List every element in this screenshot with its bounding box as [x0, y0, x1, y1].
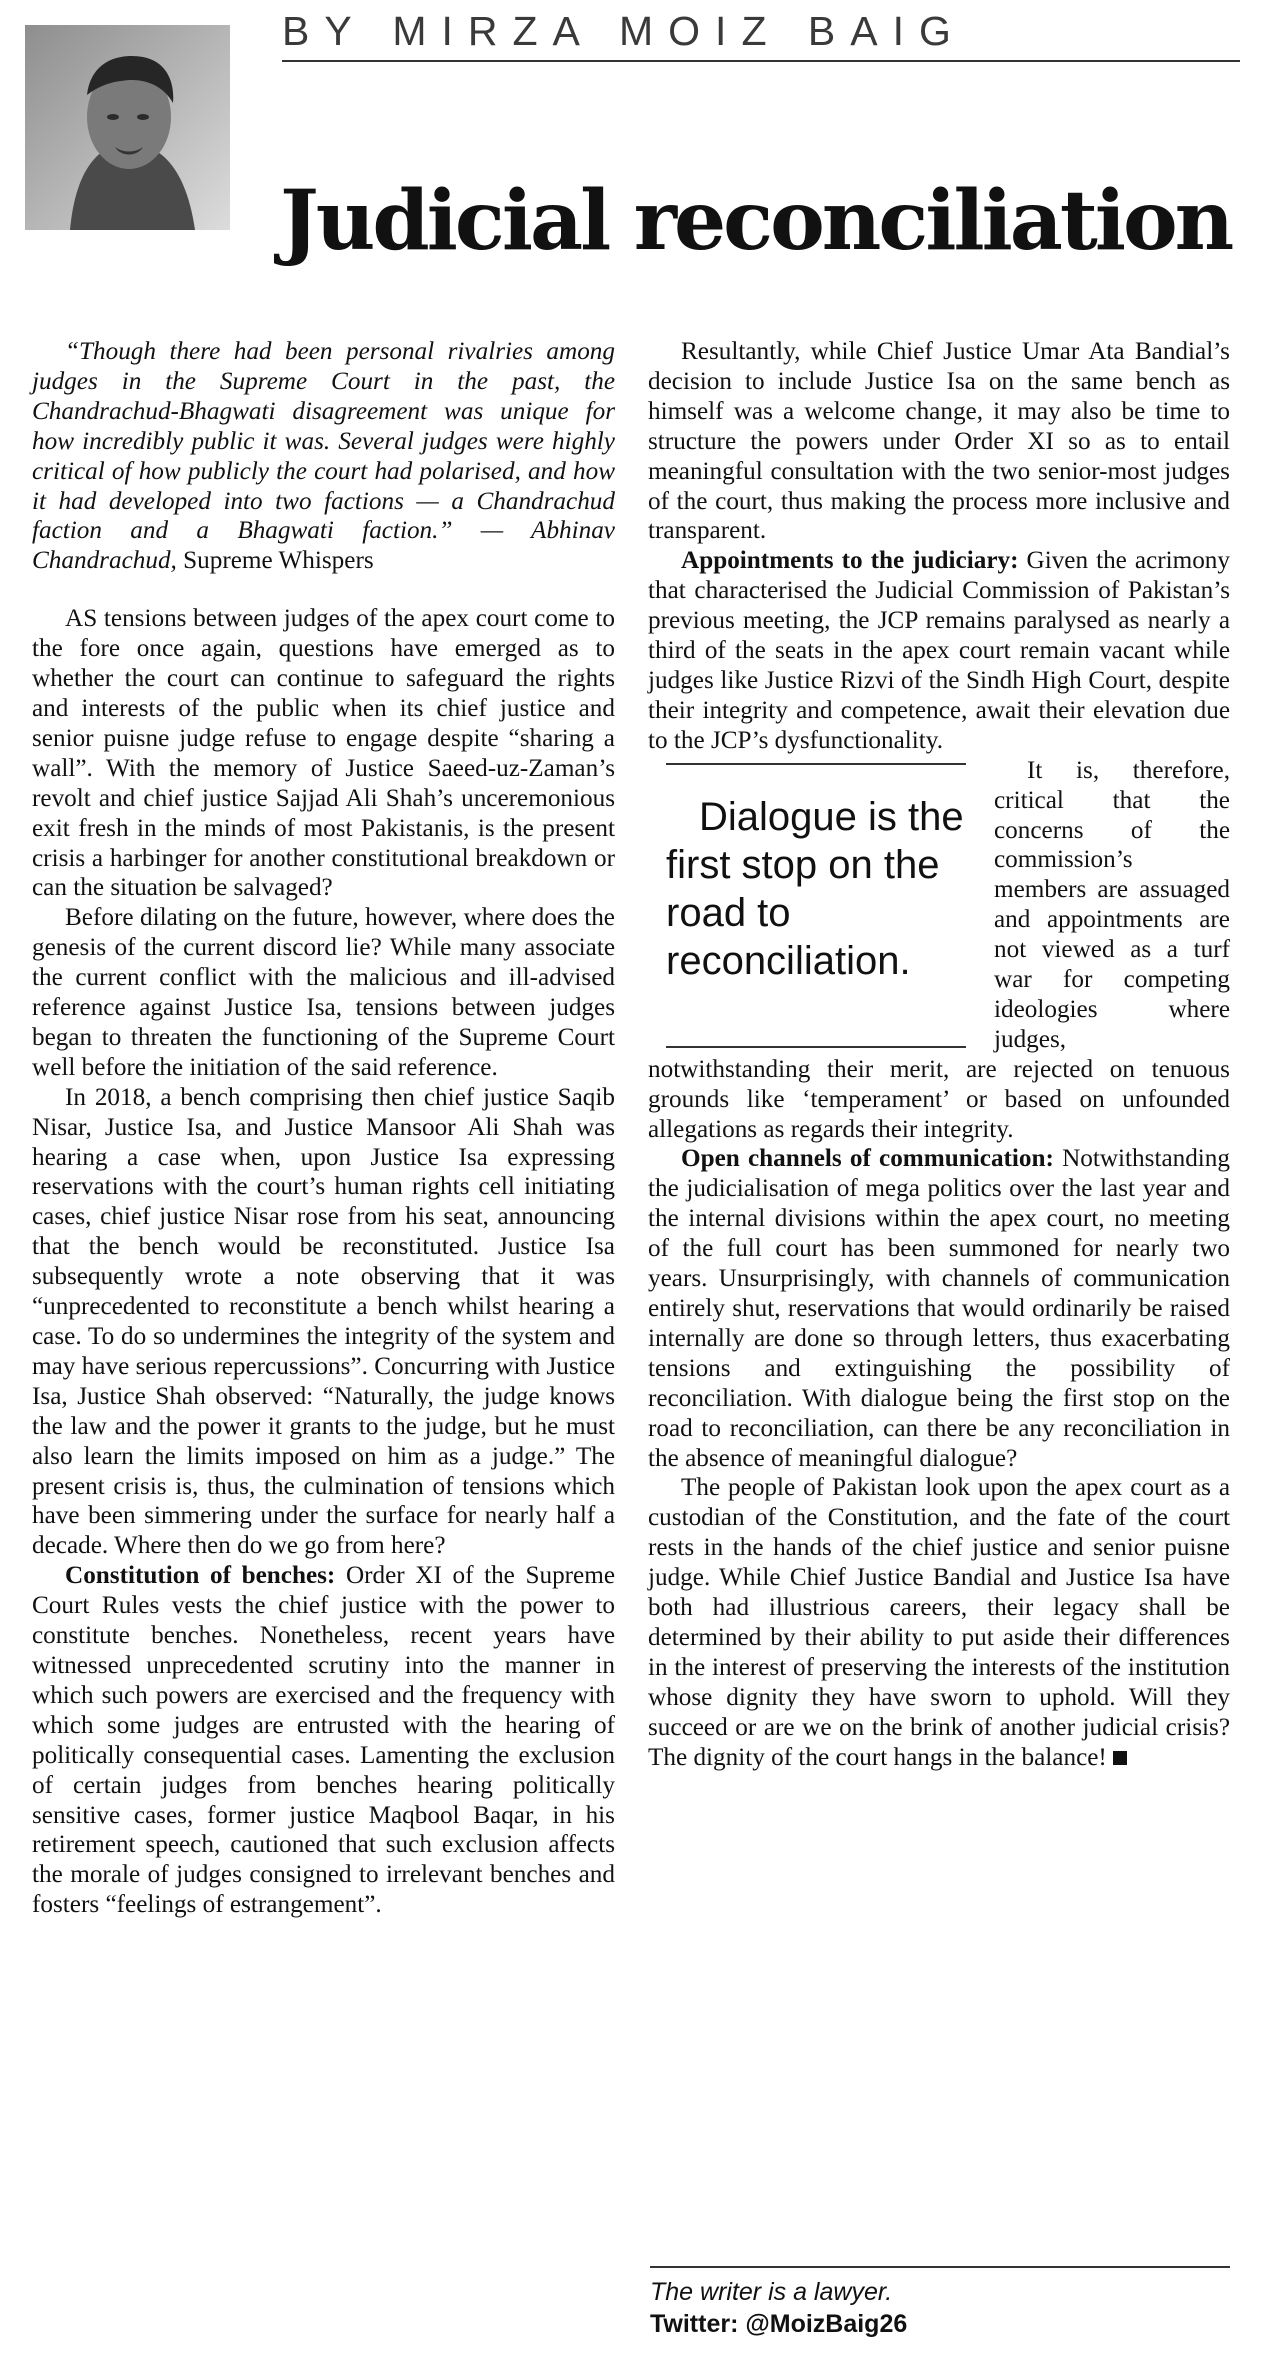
- paragraph-4: [32, 1561, 615, 1920]
- paragraph-1: AS tensions between judges of the apex court come to the fore once again, questions have emerged as to whether the court can continue to safeguard the rights and interests of the public when its chief justice and senior puisne judge refuse to engage despite “sharing a wall”. With the memory of Justice Saeed-uz-Zaman’s revolt and chief justice Sajjad Ali Shah’s unceremonious exit fresh in the minds of most Pakistanis, is the present crisis a harbinger for another constitutional breakdown or can the situation be salvaged?: [32, 605, 615, 902]
- paragraph-3: In 2018, a bench comprising then chief justice Saqib Nisar, Justice Isa, and Justice Mansoor Ali Shah was hearing a case when, upon Justice Isa expressing reservations with the court’s human rights cell initiating cases, chief justice Nisar rose from his seat, announcing that the bench would be reconstituted. Justice Isa subsequently wrote a note observing that it was “unprecedented to reconstitute a bench whilst hearing a case. To do so undermines the integrity of the system and may have serious repercussions”. Concurring with Justice Isa, Justice Shah observed: “Naturally, the judge knows the law and the power it grants to the judge, but he must also learn the limits imposed on him as a judge.” The present crisis is, thus, the culmination of tensions which have been simmering under the surface for nearly half a decade. Where then do we go from here?: [32, 1083, 615, 1560]
- byline: BY MIRZA MOIZ BAIG: [282, 8, 966, 54]
- paragraph-8: [648, 1144, 1230, 1473]
- paragraph-7: [648, 756, 1230, 1145]
- pull-quote-text: Dialogue is the first stop on the road to reconciliation.: [666, 794, 964, 983]
- headline: Judicial reconciliation: [280, 173, 1232, 269]
- footer-rule: [650, 2266, 1230, 2268]
- paragraph-2: Before dilating on the future, however, where does the genesis of the current discord lie? While many associate the current conflict with the malicious and ill-advised reference against Justice Isa, tensions between judges began to threaten the functioning of the Supreme Court well before the initiation of the said reference.: [32, 904, 615, 1081]
- paragraph-5: Resultantly, while Chief Justice Umar Ata Bandial’s decision to include Justice Isa on the same bench as himself was a welcome change, it may also be time to structure the powers under Order XI so as to entail meaningful consultation with the two senior-most judges of the court, thus making the process more inclusive and transparent.: [648, 338, 1230, 545]
- article-column-1: [32, 337, 615, 1920]
- paragraph-6: [648, 546, 1230, 755]
- paragraph-7-text: It is, therefore, critical that the concerns of the commission’s members are assuaged and appointments are not viewed as a turf war for competing ideologies where judges, notwithstanding their merit, are rejected on tenuous grounds like ‘temperament’ or based on unfounded allegations as regards their integrity.: [648, 756, 1230, 1143]
- article-column-2: [648, 337, 1230, 1773]
- section-heading-communication: Open channels of communication:: [681, 1145, 1054, 1173]
- epigraph-source: Supreme Whispers: [183, 547, 374, 575]
- end-mark-icon: [1113, 1751, 1127, 1765]
- paragraph-9-text: The people of Pakistan look upon the apex court as a custodian of the Constitution, and the fate of the court rests in the hands of the chief justice and senior puisne judge. While Chief Justice Bandial and Justice Isa have both had illustrious careers, their legacy shall be determined by their ability to put aside their differences in the interest of preserving the interests of the institution whose dignity they have sworn to uphold. Will they succeed or are we on the brink of another judicial crisis? The dignity of the court hangs in the balance!: [648, 1474, 1230, 1771]
- section-heading-appointments: Appointments to the judiciary:: [681, 547, 1019, 575]
- header-rule: [282, 60, 1240, 62]
- epigraph: [32, 337, 615, 576]
- paragraph-8-text: Notwithstanding the judicialisation of mega politics over the last year and the internal divisions within the apex court, no meeting of the full court has been summoned for nearly two years. Unsurprisingly, with channels of communication entirely shut, reservations that would ordinarily be raised internally are done so through letters, thus exacerbating tensions and extinguishing the possibility of reconciliation. With dialogue being the first stop on the road to reconciliation, can there be any reconciliation in the absence of meaningful dialogue?: [648, 1145, 1230, 1472]
- section-heading-benches: Constitution of benches:: [65, 1562, 336, 1590]
- author-portrait: [25, 25, 230, 230]
- pull-quote: [648, 763, 981, 1050]
- paragraph-9: [648, 1473, 1230, 1772]
- twitter-handle: Twitter: @MoizBaig26: [650, 2310, 908, 2338]
- author-footer: [650, 2276, 1230, 2340]
- paragraph-4-text: Order XI of the Supreme Court Rules vests the chief justice with the power to constitute benches. Nonetheless, recent years have witnessed unprecedented scrutiny into the manner in which such powers are exercised and the frequency with which some judges are entrusted with the hearing of politically consequential cases. Lamenting the exclusion of certain judges from benches hearing politically sensitive cases, former justice Maqbool Baqar, in his retirement speech, cautioned that such exclusion affects the morale of judges consigned to irrelevant benches and fosters “feelings of estrangement”.: [32, 1562, 616, 1919]
- author-photo-icon: [25, 25, 230, 230]
- paragraph-6-text: Given the acrimony that characterised the Judicial Commission of Pakistan’s previous meeting, the JCP remains paralysed as nearly a third of the seats in the apex court remain vacant while judges like Justice Rizvi of the Sindh High Court, despite their integrity and competence, await their elevation due to the JCP’s dysfunctionality.: [648, 547, 1230, 754]
- epigraph-quote: “Though there had been personal rivalries among judges in the Supreme Court in the past, the Chandrachud-Bhagwati disagreement was unique for how incredibly public it was. Several judges were highly critical of how publicly the court had polarised, and how it had developed into two factions — a Chandrachud faction and a Bhagwati faction.” — Abhinav Chandrachud,: [32, 338, 615, 575]
- writer-note: The writer is a lawyer.: [650, 2278, 893, 2306]
